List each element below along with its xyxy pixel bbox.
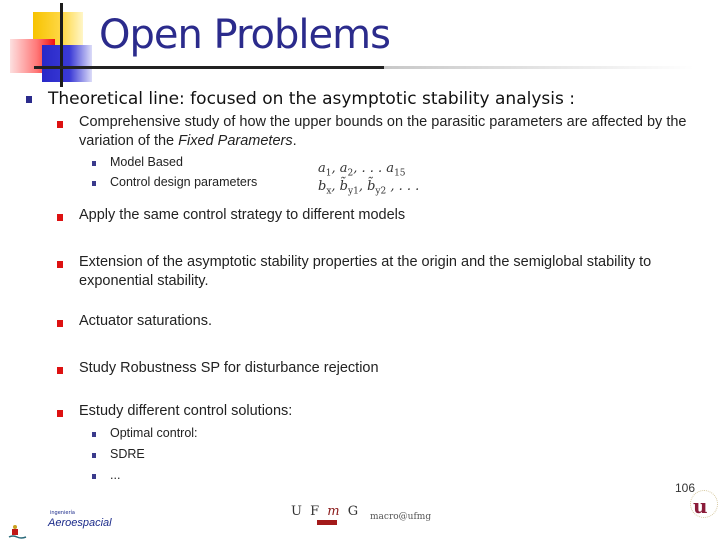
bullet-square-icon bbox=[92, 432, 96, 437]
bullet-square-icon bbox=[57, 367, 63, 374]
bullet-square-icon bbox=[57, 214, 63, 221]
macro-ufmg-logo: macro@ufmg bbox=[370, 512, 432, 522]
main-point: Theoretical line: focused on the asymptotic stability analysis : bbox=[48, 89, 575, 109]
bullet-square-icon bbox=[26, 96, 32, 103]
decoration-vertical-line bbox=[60, 3, 63, 87]
ufmg-logo-bar bbox=[317, 520, 337, 525]
list-item-estudy-control-solutions: Estudy different control solutions: bbox=[79, 403, 293, 419]
slide-title: Open Problems bbox=[99, 12, 390, 58]
subitem-optimal-control: Optimal control: bbox=[110, 426, 198, 440]
math-model-parameters: $a_1$, $a_2$, . . . $a_{15}$ bbox=[318, 161, 406, 179]
bullet-square-icon bbox=[92, 161, 96, 166]
math-control-parameters: $b_x$, $b̃_{y1}$, $b̃_{y2}$ , . . . bbox=[318, 179, 420, 197]
subitem-ellipsis: ... bbox=[110, 468, 121, 482]
list-item-extension-stability: Extension of the asymptotic stability properties at the origin and the semiglobal stability to exponential stability. bbox=[79, 254, 652, 289]
subitem-control-design-parameters: Control design parameters bbox=[110, 175, 258, 189]
bullet-square-icon bbox=[57, 410, 63, 417]
subitem-sdre: SDRE bbox=[110, 447, 145, 461]
list-item-study-robustness: Study Robustness SP for disturbance rejection bbox=[79, 360, 379, 376]
subitem-model-based: Model Based bbox=[110, 155, 183, 169]
list-item-comprehensive-study: Comprehensive study of how the upper bounds on the parasitic parameters are affected by the variation of the Fixed Parameters. bbox=[79, 114, 687, 149]
decoration-horizontal-line-fade bbox=[384, 66, 694, 69]
ufmg-logo: U F m G bbox=[291, 504, 361, 519]
bullet-square-icon bbox=[57, 261, 63, 268]
list-item-apply-control-strategy: Apply the same control strategy to different models bbox=[79, 207, 406, 223]
university-crest-logo bbox=[8, 525, 28, 544]
aeroespacial-logo: ingeniería Aeroespacial bbox=[48, 510, 112, 529]
university-u-logo: u bbox=[693, 494, 708, 518]
crest-icon bbox=[8, 525, 28, 540]
bullet-square-icon bbox=[92, 453, 96, 458]
bullet-square-icon bbox=[92, 181, 96, 186]
decoration-horizontal-line bbox=[34, 66, 384, 69]
bullet-square-icon bbox=[57, 320, 63, 327]
list-item-actuator-saturations: Actuator saturations. bbox=[79, 313, 212, 329]
decoration-blue-square bbox=[42, 45, 92, 82]
page-number: 106 bbox=[675, 481, 696, 495]
bullet-square-icon bbox=[57, 121, 63, 128]
bullet-square-icon bbox=[92, 474, 96, 479]
